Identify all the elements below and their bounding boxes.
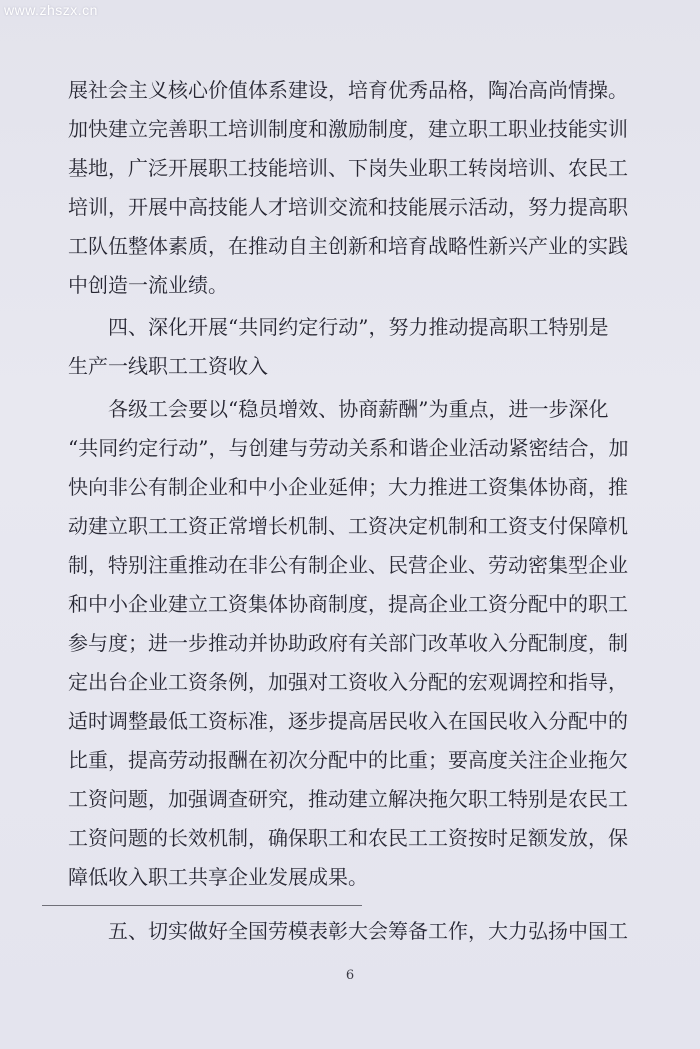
text-line: 工队伍整体素质，在推动自主创新和培育战略性新兴产业的实践 — [68, 234, 628, 258]
text-line: 定出台企业工资条例，加强对工资收入分配的宏观调控和指导， — [68, 670, 628, 694]
section-heading: 五、切实做好全国劳模表彰大会筹备工作，大力弘扬中国工 — [108, 919, 628, 943]
watermark: www.zhszx.cn — [4, 2, 98, 18]
text-line: 展社会主义核心价值体系建设，培育优秀品格，陶冶高尚情操。 — [68, 78, 628, 102]
page-number: 6 — [345, 968, 355, 983]
divider-line — [42, 905, 362, 906]
text-line: 动建立职工工资正常增长机制、工资决定机制和工资支付保障机 — [68, 514, 628, 538]
text-line: 比重，提高劳动报酬在初次分配中的比重；要高度关注企业拖欠 — [68, 748, 628, 772]
text-line: 障低收入职工共享企业发展成果。 — [68, 865, 368, 889]
text-line: 加快建立完善职工培训制度和激励制度，建立职工职业技能实训 — [68, 117, 628, 141]
text-line: 培训，开展中高技能人才培训交流和技能展示活动，努力提高职 — [68, 195, 628, 219]
text-line: 适时调整最低工资标准，逐步提高居民收入在国民收入分配中的 — [68, 709, 628, 733]
text-line: 快向非公有制企业和中小企业延伸；大力推进工资集体协商，推 — [68, 475, 628, 499]
section-heading: 四、深化开展“共同约定行动”，努力推动提高职工特别是 — [108, 315, 609, 339]
text-line: 和中小企业建立工资集体协商制度，提高企业工资分配中的职工 — [68, 592, 628, 616]
text-line: 基地，广泛开展职工技能培训、下岗失业职工转岗培训、农民工 — [68, 156, 628, 180]
text-line: 参与度；进一步推动并协助政府有关部门改革收入分配制度，制 — [68, 631, 628, 655]
text-line: 各级工会要以“稳员增效、协商薪酬”为重点，进一步深化 — [108, 397, 609, 421]
text-line: “共同约定行动”，与创建与劳动关系和谐企业活动紧密结合，加 — [68, 436, 629, 460]
text-line: 制，特别注重推动在非公有制企业、民营企业、劳动密集型企业 — [68, 553, 628, 577]
text-line: 中创造一流业绩。 — [68, 273, 228, 297]
text-line: 工资问题的长效机制，确保职工和农民工工资按时足额发放，保 — [68, 826, 628, 850]
section-heading: 生产一线职工工资收入 — [68, 354, 268, 378]
text-line: 工资问题，加强调查研究，推动建立解决拖欠职工特别是农民工 — [68, 787, 628, 811]
